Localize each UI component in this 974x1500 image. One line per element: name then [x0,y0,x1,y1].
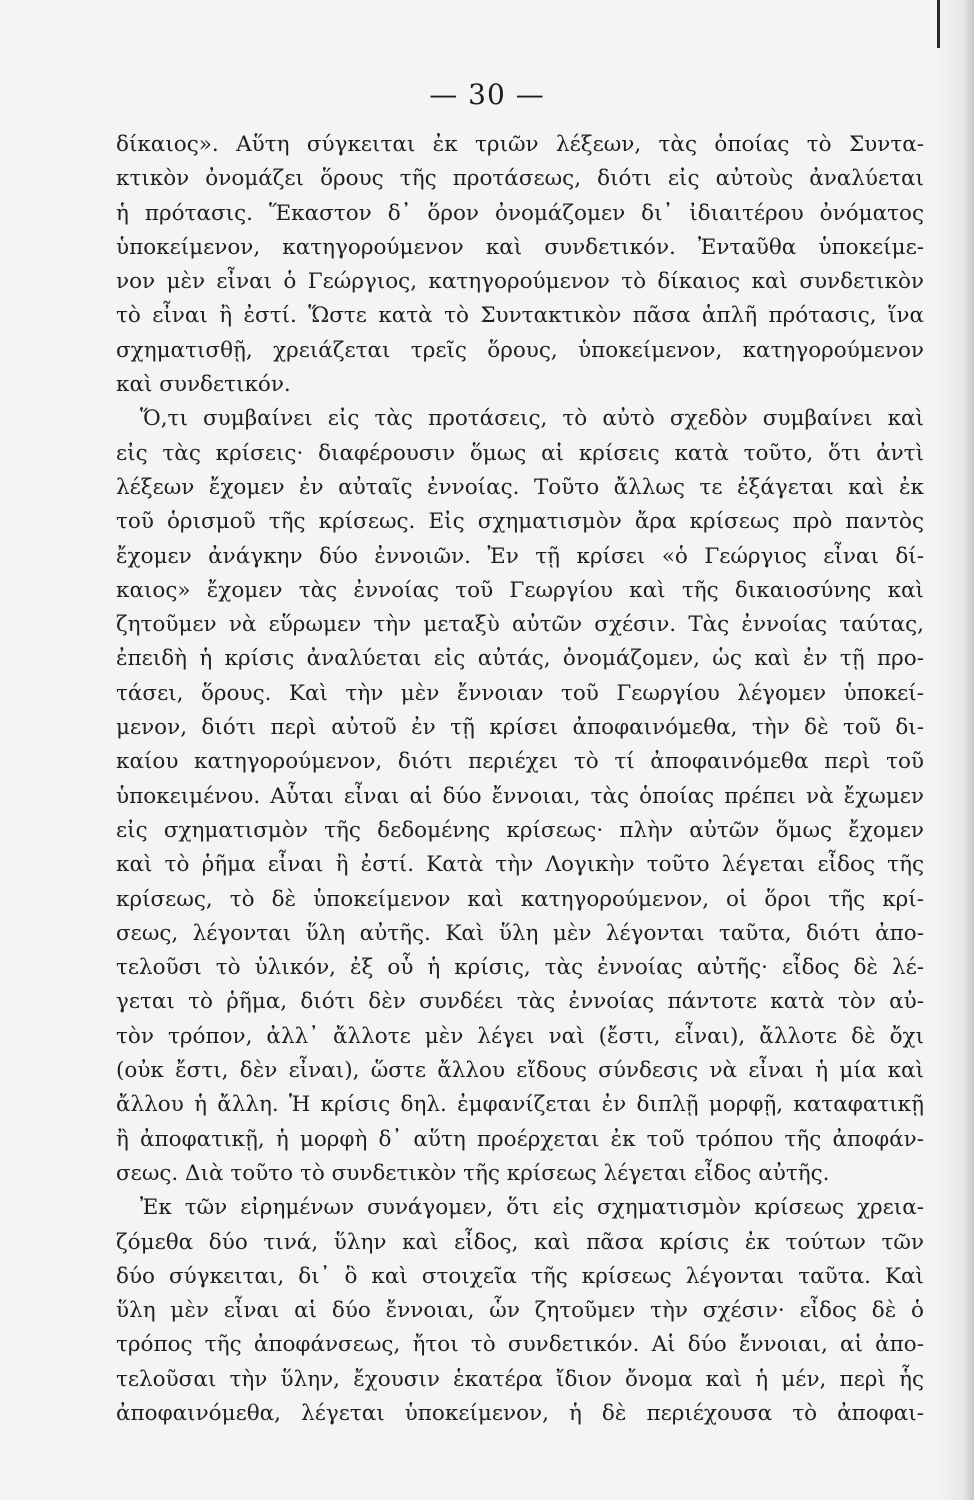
text-line: μενον, διότι περὶ αὐτοῦ ἐν τῇ κρίσει ἀποφαινόμεθα, τὴν δὲ τοῦ δι- [116,715,924,741]
text-line: ἀποφαινόμεθα, λέγεται ὑποκείμενον, ἡ δὲ περιέχουσα τὸ ἀποφαι- [116,1400,924,1426]
text-line: κτικὸν ὀνομάζει ὅρους τῆς προτάσεως, διότι εἰς αὐτοὺς ἀναλύεται [116,166,924,192]
text-line: ὑποκείμενον, κατηγορούμενον καὶ συνδετικόν. Ἐνταῦθα ὑποκείμε- [116,234,924,260]
text-line: ἔχομεν ἀνάγκην δύο ἐννοιῶν. Ἐν τῇ κρίσει «ὁ Γεώργιος εἶναι δί- [116,543,924,569]
text-line: σεως, λέγονται ὕλη αὐτῆς. Καὶ ὕλη μὲν λέγονται ταῦτα, διότι ἀπο- [116,920,924,946]
text-line: δύο σύγκειται, δι᾽ ὃ καὶ στοιχεῖα τῆς κρίσεως λέγονται ταῦτα. Καὶ [116,1263,924,1289]
text-line: καὶ τὸ ῥῆμα εἶναι ἢ ἐστί. Κατὰ τὴν Λογικὴν τοῦτο λέγεται εἶδος τῆς [116,852,924,878]
text-line: τοῦ ὁρισμοῦ τῆς κρίσεως. Εἰς σχηματισμὸν ἄρα κρίσεως πρὸ παντὸς [116,509,924,535]
text-line: εἰς τὰς κρίσεις· διαφέρουσιν ὅμως αἱ κρίσεις κατὰ τοῦτο, ὅτι ἀντὶ [116,440,924,466]
text-line: ἡ πρότασις. Ἕκαστον δ᾽ ὅρον ὀνομάζομεν δι᾽ ἰδιαιτέρου ὀνόματος [116,200,924,226]
corner-mark [937,0,940,48]
text-line: κρίσεως, τὸ δὲ ὑποκείμενον καὶ κατηγορούμενον, οἱ ὅροι τῆς κρί- [116,886,924,912]
text-line: εἰς σχηματισμὸν τῆς δεδομένης κρίσεως· πλὴν αὐτῶν ὅμως ἔχομεν [116,817,924,843]
text-line: σχηματισθῇ, χρειάζεται τρεῖς ὅρους, ὑποκείμενον, κατηγορούμενον [116,337,924,363]
text-line: καιος» ἔχομεν τὰς ἐννοίας τοῦ Γεωργίου καὶ τῆς δικαιοσύνης καὶ [116,577,924,603]
page-edge-shadow [936,0,974,1500]
text-line: τελοῦσαι τὴν ὕλην, ἔχουσιν ἑκατέρα ἴδιον ὄνομα καὶ ἡ μέν, περὶ ἧς [116,1366,924,1392]
text-line: τρόπος τῆς ἀποφάνσεως, ἤτοι τὸ συνδετικόν. Αἱ δύο ἔννοιαι, αἱ ἀπο- [116,1332,924,1358]
text-line: ζητοῦμεν νὰ εὕρωμεν τὴν μεταξὺ αὐτῶν σχέσιν. Τὰς ἐννοίας ταύτας, [116,612,924,638]
text-line: Ὅ,τι συμβαίνει εἰς τὰς προτάσεις, τὸ αὐτὸ σχεδὸν συμβαίνει καὶ [140,406,924,432]
text-line: ἄλλου ἡ ἄλλη. Ἡ κρίσις δηλ. ἐμφανίζεται ἐν διπλῇ μορφῇ, καταφατικῇ [116,1092,924,1118]
page-number: — 30 — [429,78,545,111]
text-line: ὑποκειμένου. Αὗται εἶναι αἱ δύο ἔννοιαι, τὰς ὁποίας πρέπει νὰ ἔχωμεν [116,783,924,809]
text-line: τελοῦσι τὸ ὑλικόν, ἐξ οὗ ἡ κρίσις, τὰς ἐννοίας αὐτῆς· εἶδος δὲ λέ- [116,955,924,981]
text-line: τάσει, ὅρους. Καὶ τὴν μὲν ἔννοιαν τοῦ Γεωργίου λέγομεν ὑποκεί- [116,680,924,706]
body-text [116,128,924,1431]
text-line: καὶ συνδετικόν. [116,372,291,398]
text-line: τὸ εἶναι ἢ ἐστί. Ὥστε κατὰ τὸ Συντακτικὸν πᾶσα ἁπλῆ πρότασις, ἵνα [116,303,924,329]
text-line: ζόμεθα δύο τινά, ὕλην καὶ εἶδος, καὶ πᾶσα κρίσις ἐκ τούτων τῶν [116,1229,924,1255]
text-line: Ἐκ τῶν εἰρημένων συνάγομεν, ὅτι εἰς σχηματισμὸν κρίσεως χρεια- [140,1195,924,1221]
text-line: νον μὲν εἶναι ὁ Γεώργιος, κατηγορούμενον τὸ δίκαιος καὶ συνδετικὸν [116,269,924,295]
text-line: (οὐκ ἔστι, δὲν εἶναι), ὥστε ἄλλου εἴδους σύνδεσις νὰ εἶναι ἡ μία καὶ [116,1058,924,1084]
text-line: καίου κατηγορούμενον, διότι περιέχει τὸ τί ἀποφαινόμεθα περὶ τοῦ [116,749,924,775]
text-line: σεως. Διὰ τοῦτο τὸ συνδετικὸν τῆς κρίσεως λέγεται εἶδος αὐτῆς. [116,1160,830,1186]
text-line: λέξεων ἔχομεν ἐν αὐταῖς ἐννοίας. Τοῦτο ἄλλως τε ἐξάγεται καὶ ἐκ [116,474,924,500]
text-line: γεται τὸ ῥῆμα, διότι δὲν συνδέει τὰς ἐννοίας πάντοτε κατὰ τὸν αὐ- [116,989,924,1015]
text-line: ὕλη μὲν εἶναι αἱ δύο ἔννοιαι, ὧν ζητοῦμεν τὴν σχέσιν· εἶδος δὲ ὁ [116,1298,924,1324]
text-line: ἐπειδὴ ἡ κρίσις ἀναλύεται εἰς αὐτάς, ὀνομάζομεν, ὡς καὶ ἐν τῇ προ- [116,646,924,672]
text-line: τὸν τρόπον, ἀλλ᾽ ἄλλοτε μὲν λέγει ναὶ (ἔστι, εἶναι), ἄλλοτε δὲ ὄχι [116,1023,924,1049]
text-line: δίκαιος». Αὕτη σύγκειται ἐκ τριῶν λέξεων, τὰς ὁποίας τὸ Συντα- [116,132,924,157]
text-line: ἢ ἀποφατικῇ, ἡ μορφὴ δ᾽ αὕτη προέρχεται ἐκ τοῦ τρόπου τῆς ἀποφάν- [116,1126,924,1152]
